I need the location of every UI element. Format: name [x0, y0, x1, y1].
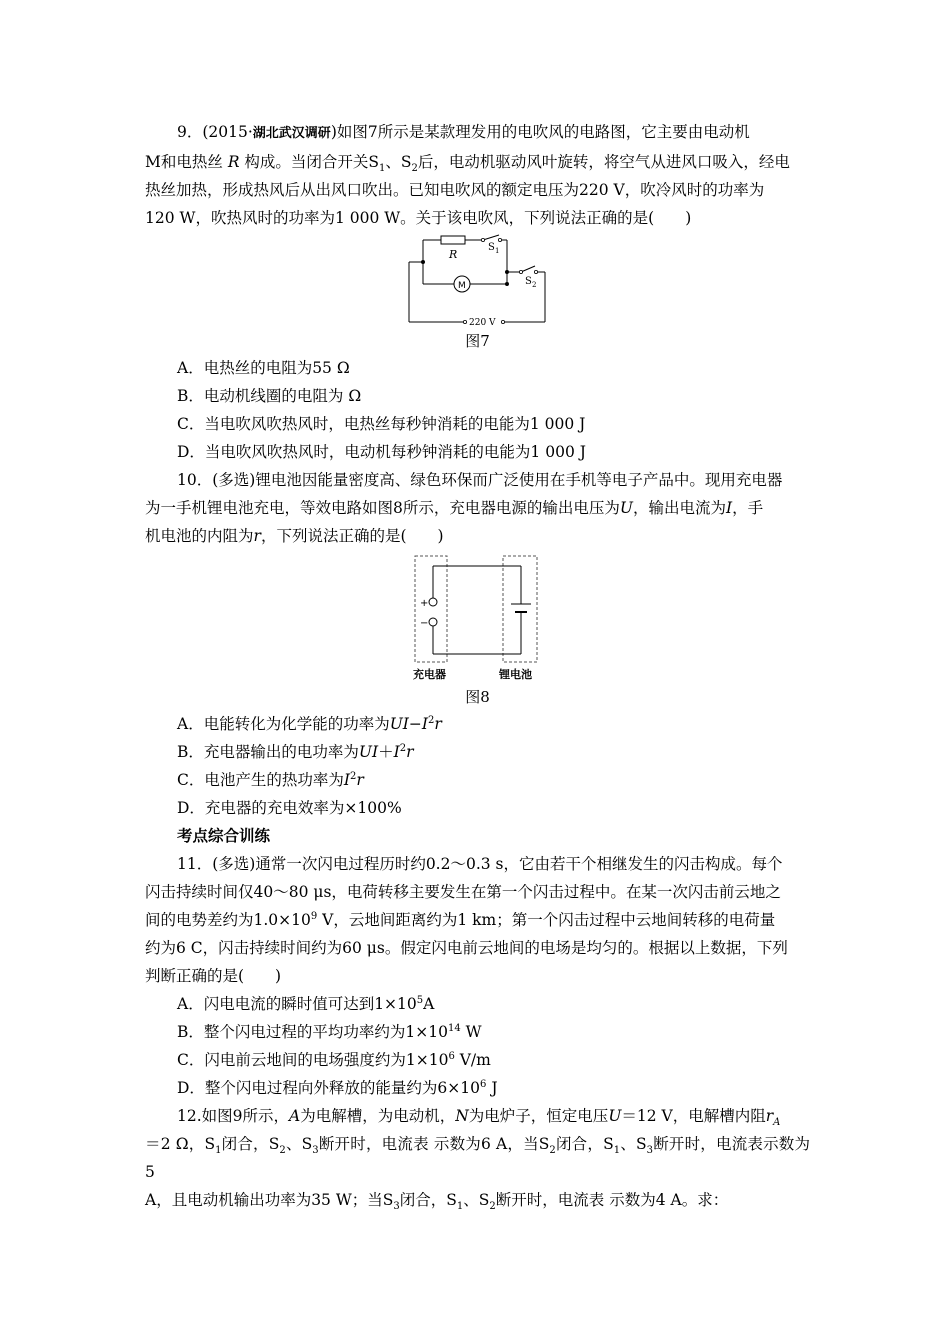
- q9-line3: 热丝加热，形成热风后从出风口吹出。已知电吹风的额定电压为220 V，吹冷风时的功率为: [145, 181, 765, 199]
- label-220v: 220 V: [468, 318, 496, 328]
- figure-8-circuit: [145, 554, 810, 684]
- q10-option-a: A．电能转化为化学能的功率为$UI-I^2r$: [177, 714, 442, 733]
- q9-line4: 120 W，吹热风时的功率为1 000 W。关于该电吹风，下列说法正确的是( ): [145, 209, 692, 227]
- q11-line4: 约为6 C，闪击持续时间约为60 μs。假定闪电前云地间的电场是均匀的。根据以上数据，下列: [145, 939, 788, 957]
- resistor-r: [441, 236, 465, 244]
- section-title: 考点综合训练: [177, 826, 271, 845]
- charger-battery-diagram: [413, 554, 543, 684]
- figure-7-circuit: [145, 232, 810, 328]
- plus-sign: +: [419, 598, 428, 609]
- label-s2: S: [524, 276, 532, 287]
- q12-line1: 12.如图9所示，A为电解槽，为电动机，N为电炉子，恒定电压U＝12 V，电解槽内阻$r_A$: [177, 1107, 781, 1129]
- q12-line2: ＝2 Ω，$S_1$闭合，$S_2$、$S_3$断开时，电流表 示数为6 A，当$S_2$闭合，$S_1$、$S_3$断开时，电流表示数为5: [145, 1135, 811, 1181]
- negative-terminal: [429, 618, 437, 626]
- q9-line2: M和电热丝 R 构成。当闭合开关$S_1$、$S_2$后，电动机驱动风叶旋转，将空气从进风口吸入，经电: [145, 153, 790, 175]
- q10-line1: 10．(多选)锂电池因能量密度高、绿色环保而广泛使用在手机等电子产品中。现用充电器: [177, 471, 783, 489]
- q10-option-b: B．充电器输出的电功率为$UI+I^2r$: [177, 742, 414, 761]
- q11-line3: 间的电势差约为$1.0\times 10^9$ V，云地间距离约为1 km；第一个闪击过程中云地间转移的电荷量: [145, 910, 776, 929]
- q11-option-a: A．闪电电流的瞬时值可达到$1\times 10^5A$: [177, 994, 435, 1013]
- label-s1-sub: 1: [494, 247, 499, 255]
- q10-line2: 为一手机锂电池充电，等效电路如图8所示，充电器电源的输出电压为U，输出电流为I，手: [145, 499, 764, 517]
- q12-line3: A，且电动机输出功率为35 W；当$S_3$闭合，$S_1$、$S_2$断开时，电流表 示数为4 A。求：: [145, 1191, 729, 1213]
- q9-option-d: D．当电吹风吹热风时，电动机每秒钟消耗的电能为1 000 J: [177, 443, 586, 461]
- q11-option-b: B．整个闪电过程的平均功率约为$1\times 10^{14}$ W: [177, 1022, 482, 1041]
- q11-option-d: D．整个闪电过程向外释放的能量约为$6\times 10^6$ J: [177, 1078, 498, 1097]
- label-r: R: [448, 248, 457, 261]
- battery-label: 锂电池: [498, 668, 532, 681]
- q11-line5: 判断正确的是( ): [145, 967, 282, 985]
- charger-box: [415, 556, 447, 662]
- label-s1: S: [487, 242, 495, 253]
- q9-source: 湖北武汉调研: [252, 126, 331, 141]
- document-page: [145, 118, 810, 1214]
- battery-box: [503, 556, 537, 662]
- q9-option-c: C．当电吹风吹热风时，电热丝每秒钟消耗的电能为1 000 J: [177, 415, 586, 433]
- q11-line2: 闪击持续时间仅40～80 μs，电荷转移主要发生在第一个闪击过程中。在某一次闪击前云地之: [145, 883, 781, 901]
- label-m: M: [457, 281, 466, 291]
- q11-line1: 11．(多选)通常一次闪电过程历时约0.2～0.3 s，它由若干个相继发生的闪击构成。每个: [177, 855, 783, 873]
- q10-option-d: D．充电器的充电效率为×100%: [177, 799, 402, 817]
- q9-option-b: B．电动机线圈的电阻为 Ω: [177, 387, 362, 405]
- q11-option-c: C．闪电前云地间的电场强度约为$1\times 10^6$ V/m: [177, 1050, 491, 1069]
- charger-label: 充电器: [412, 668, 446, 681]
- minus-sign: −: [419, 618, 428, 629]
- figure-7-caption: 图7: [465, 332, 490, 350]
- hair-dryer-circuit-diagram: [403, 232, 553, 328]
- q10-option-c: C．电池产生的热功率为$I^2r$: [177, 770, 364, 789]
- figure-8-caption: 图8: [465, 688, 490, 706]
- q10-line3: 机电池的内阻为r，下列说法正确的是( ): [145, 527, 444, 545]
- label-s2-sub: 2: [531, 281, 536, 289]
- q9-line1: 9．(2015·湖北武汉调研)如图7所示是某款理发用的电吹风的电路图，它主要由电动机: [177, 123, 750, 141]
- q9-option-a: A．电热丝的电阻为55 Ω: [177, 359, 350, 377]
- positive-terminal: [429, 598, 437, 606]
